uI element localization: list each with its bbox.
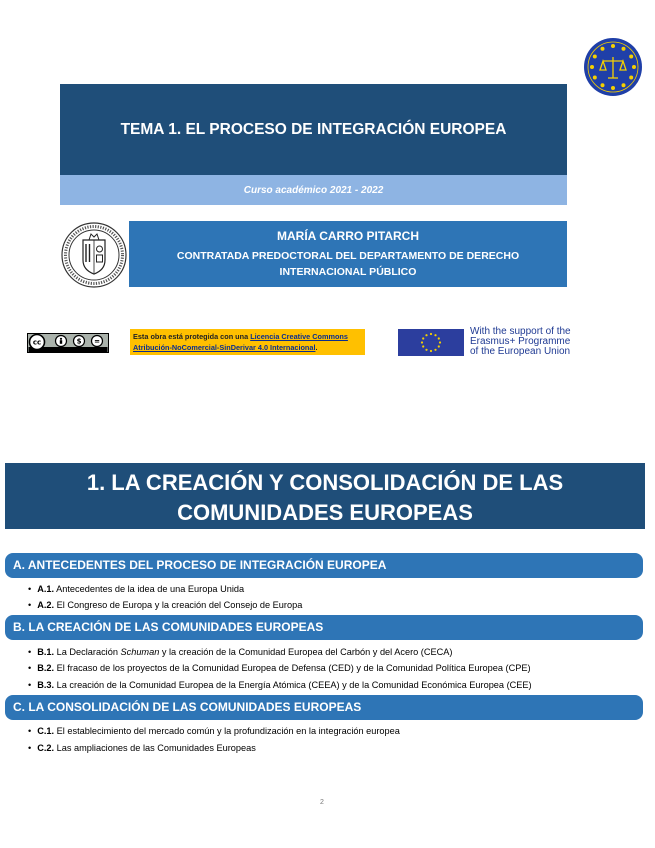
- list-item: • A.1. Antecedentes de la idea de una Europa Unida: [28, 584, 245, 594]
- creative-commons-badge[interactable]: [27, 333, 109, 353]
- item-code: C.2.: [37, 743, 55, 753]
- section-heading-line-2: COMUNIDADES EUROPEAS: [177, 500, 473, 525]
- eu-seal-logo: [583, 37, 643, 97]
- section-b-bar: B. LA CREACIÓN DE LAS COMUNIDADES EUROPEAS: [5, 615, 643, 640]
- list-item: • C.2. Las ampliaciones de las Comunidades Europeas: [28, 743, 256, 753]
- item-code: A.1.: [37, 584, 55, 594]
- license-prefix: Esta obra está protegida con una: [133, 332, 251, 341]
- item-code: C.1.: [37, 726, 55, 736]
- item-code: B.1.: [37, 647, 55, 657]
- item-text: El Congreso de Europa y la creación del Consejo de Europa: [56, 600, 303, 610]
- item-code: B.2.: [37, 663, 55, 673]
- license-link-part2[interactable]: Atribución-NoComercial-SinDerivar 4.0 Internacional: [133, 343, 316, 352]
- list-item: • C.1. El establecimiento del mercado común y la profundización en la integración europea: [28, 726, 400, 736]
- eu-flag-icon: [398, 329, 464, 356]
- erasmus-support-text: [470, 327, 620, 356]
- erasmus-line-2: Erasmus+ Programme: [470, 335, 571, 347]
- list-item: • B.2. El fracaso de los proyectos de la Comunidad Europea de Defensa (CED) y de la Comunidad Política Europea (CPE): [28, 663, 531, 673]
- author-box: [129, 221, 567, 287]
- license-notice: [130, 329, 365, 355]
- license-suffix: .: [315, 343, 318, 352]
- section-c-bar: C. LA CONSOLIDACIÓN DE LAS COMUNIDADES EUROPEAS: [5, 695, 643, 720]
- section-heading: [5, 463, 645, 529]
- academic-year: Curso académico 2021 - 2022: [60, 175, 567, 205]
- erasmus-line-3: of the European Union: [470, 345, 571, 357]
- author-role: CONTRATADA PREDOCTORAL DEL DEPARTAMENTO DE DERECHO INTERNACIONAL PÚBLICO: [176, 250, 520, 278]
- svg-text:$: $: [76, 337, 82, 346]
- item-text: El establecimiento del mercado común y la profundización en la integración europea: [56, 726, 400, 736]
- svg-text:cc: cc: [32, 338, 42, 347]
- item-text: La creación de la Comunidad Europea de la Energía Atómica (CEEA) y de la Comunidad Económica Europea (CEE): [56, 680, 532, 690]
- item-text: Antecedentes de la idea de una Europa Unida: [54, 584, 245, 594]
- author-name: MARÍA CARRO PITARCH: [277, 229, 419, 243]
- section-a-bar: A. ANTECEDENTES DEL PROCESO DE INTEGRACIÓN EUROPEA: [5, 553, 643, 578]
- svg-text:=: =: [94, 337, 100, 346]
- license-link-part1[interactable]: Licencia Creative Commons: [250, 332, 348, 341]
- item-text: El fracaso de los proyectos de la Comunidad Europea de Defensa (CED) y de la Comunidad Política Europea (CPE): [56, 663, 531, 673]
- item-code: B.3.: [37, 680, 55, 690]
- item-text-em: Schuman: [120, 647, 160, 657]
- item-text: Las ampliaciones de las Comunidades Europeas: [56, 743, 256, 753]
- page-number: 2: [320, 799, 324, 806]
- list-item: • B.3. La creación de la Comunidad Europea de la Energía Atómica (CEEA) y de la Comunidad Económica Europea (CEE): [28, 680, 532, 690]
- item-text-post: y la creación de la Comunidad Europea del Carbón y del Acero (CECA): [159, 647, 453, 657]
- slide-title: TEMA 1. EL PROCESO DE INTEGRACIÓN EUROPEA: [60, 84, 567, 175]
- list-item: • A.2. El Congreso de Europa y la creación del Consejo de Europa: [28, 600, 303, 610]
- item-code: A.2.: [37, 600, 55, 610]
- section-heading-line-1: 1. LA CREACIÓN Y CONSOLIDACIÓN DE LAS: [86, 470, 564, 495]
- university-seal-logo: [61, 222, 127, 288]
- list-item: • B.1. La Declaración Schuman y la creación de la Comunidad Europea del Carbón y del Acero (CECA): [28, 647, 453, 657]
- item-text-pre: La Declaración: [56, 647, 121, 657]
- erasmus-line-1: With the support of the: [470, 326, 571, 337]
